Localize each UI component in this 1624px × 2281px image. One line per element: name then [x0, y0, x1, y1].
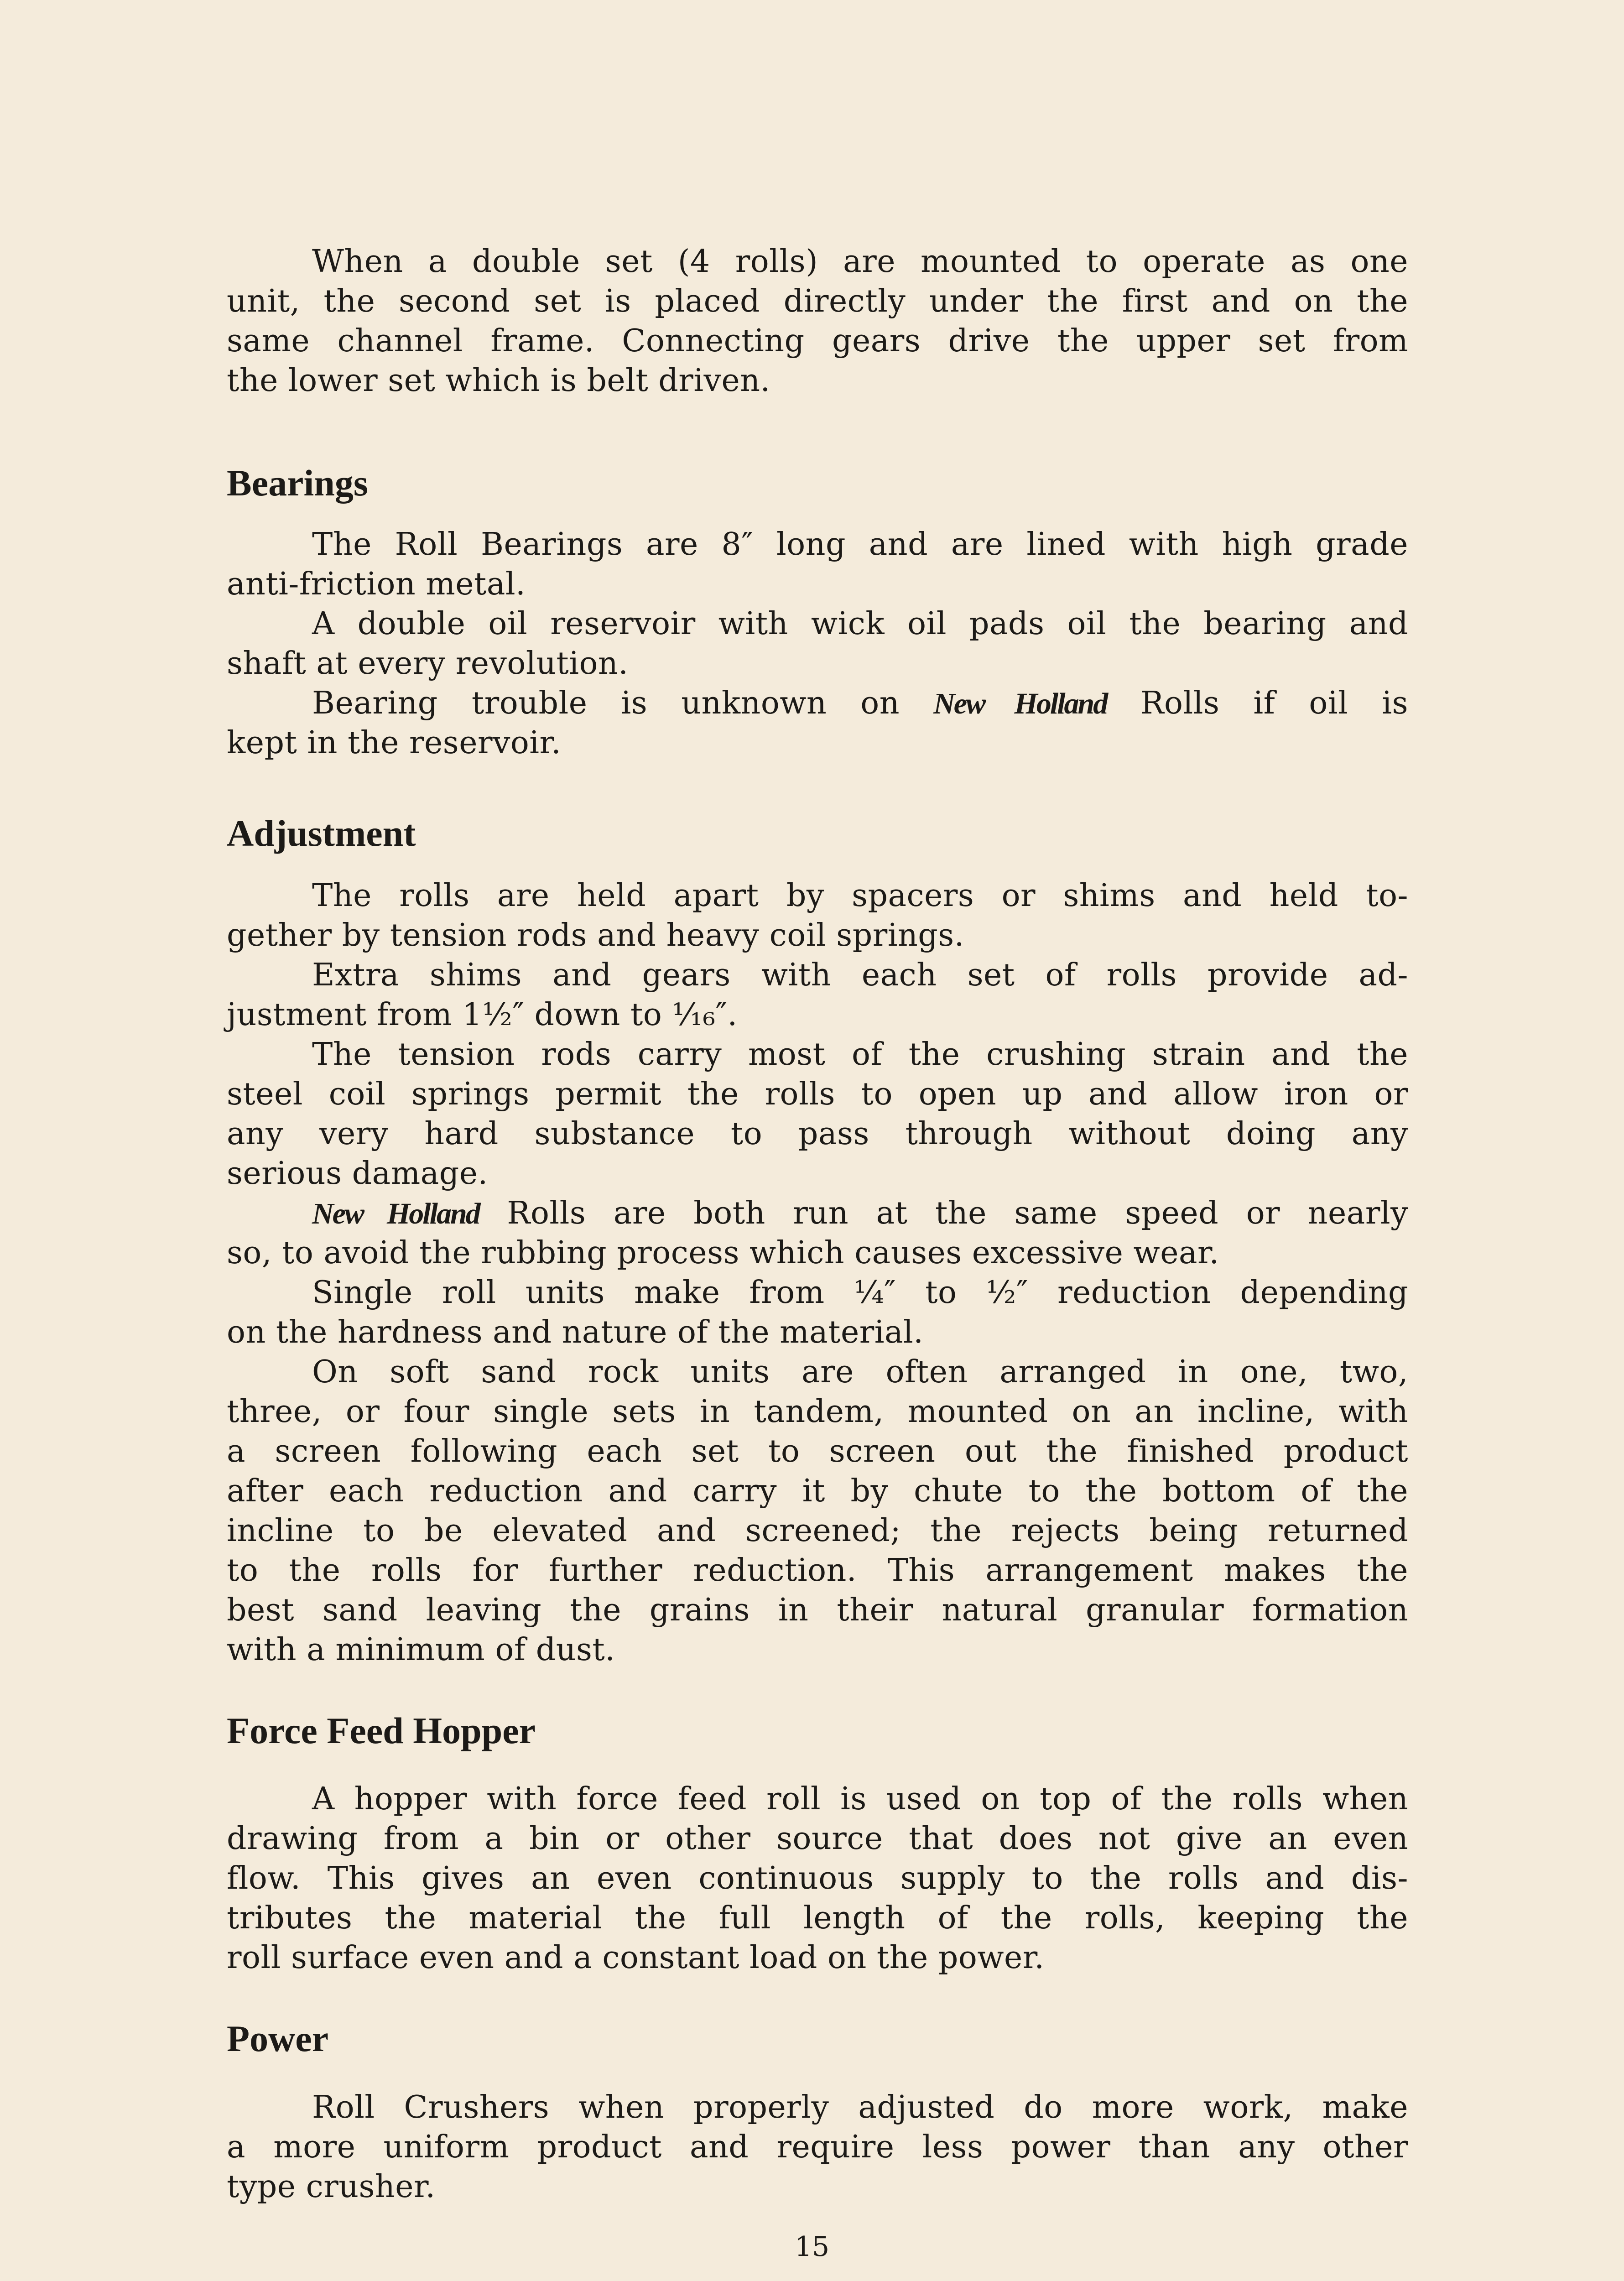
- text-line: roll surface even and a constant load on the power.: [227, 1940, 1045, 1976]
- text-line: [227, 1193, 1408, 1233]
- paragraph: [227, 1193, 1408, 1273]
- text-line: same channel frame. Connecting gears drive the upper set from: [227, 323, 1408, 359]
- text-line: flow. This gives an even continuous supply to the rolls and dis-: [227, 1860, 1408, 1896]
- text-line: after each reduction and carry it by chute to the bottom of the: [227, 1473, 1408, 1509]
- text-line: steel coil springs permit the rolls to open up and allow iron or: [227, 1076, 1408, 1112]
- paragraph: [227, 242, 1408, 401]
- text-line: The tension rods carry most of the crushing strain and the: [312, 1036, 1408, 1073]
- section-heading-bearings: Bearings: [227, 462, 368, 504]
- paragraph: [227, 1273, 1408, 1352]
- section-heading-adjustment: Adjustment: [227, 812, 416, 854]
- text-line: to the rolls for further reduction. This arrangement makes the: [227, 1552, 1408, 1588]
- text-line: A double oil reservoir with wick oil pads oil the bearing and: [312, 606, 1408, 642]
- paragraph: [227, 1352, 1408, 1670]
- new-holland-logo: New Holland: [933, 687, 1107, 720]
- text-line: shaft at every revolution.: [227, 646, 629, 682]
- text-line: Single roll units make from ¼″ to ½″ reduction depending: [312, 1275, 1408, 1311]
- paragraph: [227, 525, 1408, 604]
- text-line: Extra shims and gears with each set of rolls provide ad-: [312, 957, 1408, 993]
- paragraph: [227, 955, 1408, 1035]
- text-line: any very hard substance to pass through without doing any: [227, 1116, 1408, 1152]
- paragraph: [227, 604, 1408, 683]
- text-line: On soft sand rock units are often arranged in one, two,: [312, 1354, 1408, 1390]
- text-line: type crusher.: [227, 2169, 436, 2205]
- line-text: Rolls are both run at the same speed or nearly: [479, 1195, 1408, 1231]
- paragraph: [227, 1035, 1408, 1193]
- paragraph: [227, 683, 1408, 763]
- paragraph: [227, 1779, 1408, 1978]
- text-line: Roll Crushers when properly adjusted do more work, make: [312, 2089, 1408, 2125]
- text-line: justment from 1½″ down to ¹⁄₁₆″.: [227, 997, 738, 1033]
- text-line: The rolls are held apart by spacers or shims and held to-: [312, 878, 1408, 914]
- section-heading-power: Power: [227, 2018, 329, 2059]
- section-body-power: [227, 2088, 1408, 2207]
- section-body-bearings: [227, 525, 1408, 763]
- section-heading-force-feed-hopper: Force Feed Hopper: [227, 1710, 536, 1751]
- text-line: on the hardness and nature of the material.: [227, 1314, 924, 1350]
- section-body-force-feed-hopper: [227, 1779, 1408, 1978]
- text-line: the lower set which is belt driven.: [227, 363, 770, 399]
- section-body-adjustment: [227, 876, 1408, 1670]
- text-line: [227, 683, 1408, 723]
- text-line: incline to be elevated and screened; the rejects being returned: [227, 1513, 1408, 1549]
- text-line: so, to avoid the rubbing process which causes excessive wear.: [227, 1235, 1219, 1271]
- paragraph: [227, 2088, 1408, 2207]
- text-line: serious damage.: [227, 1156, 488, 1192]
- section-body-intro: [227, 242, 1408, 401]
- text-line: a screen following each set to screen out the finished product: [227, 1433, 1408, 1469]
- text-line: unit, the second set is placed directly under the first and on the: [227, 283, 1408, 319]
- text-line: tributes the material the full length of the rolls, keeping the: [227, 1900, 1408, 1936]
- new-holland-logo: New Holland: [312, 1197, 479, 1230]
- text-line: with a minimum of dust.: [227, 1632, 615, 1668]
- text-line: three, or four single sets in tandem, mounted on an incline, with: [227, 1394, 1408, 1430]
- text-line: a more uniform product and require less power than any other: [227, 2129, 1408, 2165]
- line-text: Rolls if oil is: [1107, 685, 1408, 721]
- paragraph: [227, 876, 1408, 955]
- text-line: A hopper with force feed roll is used on top of the rolls when: [312, 1781, 1408, 1817]
- text-line: gether by tension rods and heavy coil springs.: [227, 917, 964, 953]
- text-line: kept in the reservoir.: [227, 725, 562, 761]
- text-line: anti-friction metal.: [227, 566, 526, 602]
- text-line: When a double set (4 rolls) are mounted to operate as one: [312, 244, 1408, 280]
- text-line: drawing from a bin or other source that does not give an even: [227, 1821, 1408, 1857]
- text-line: The Roll Bearings are 8″ long and are lined with high grade: [312, 526, 1408, 562]
- text-line: best sand leaving the grains in their natural granular formation: [227, 1592, 1408, 1628]
- page-number: 15: [794, 2231, 830, 2263]
- line-text: Bearing trouble is unknown on: [312, 685, 934, 721]
